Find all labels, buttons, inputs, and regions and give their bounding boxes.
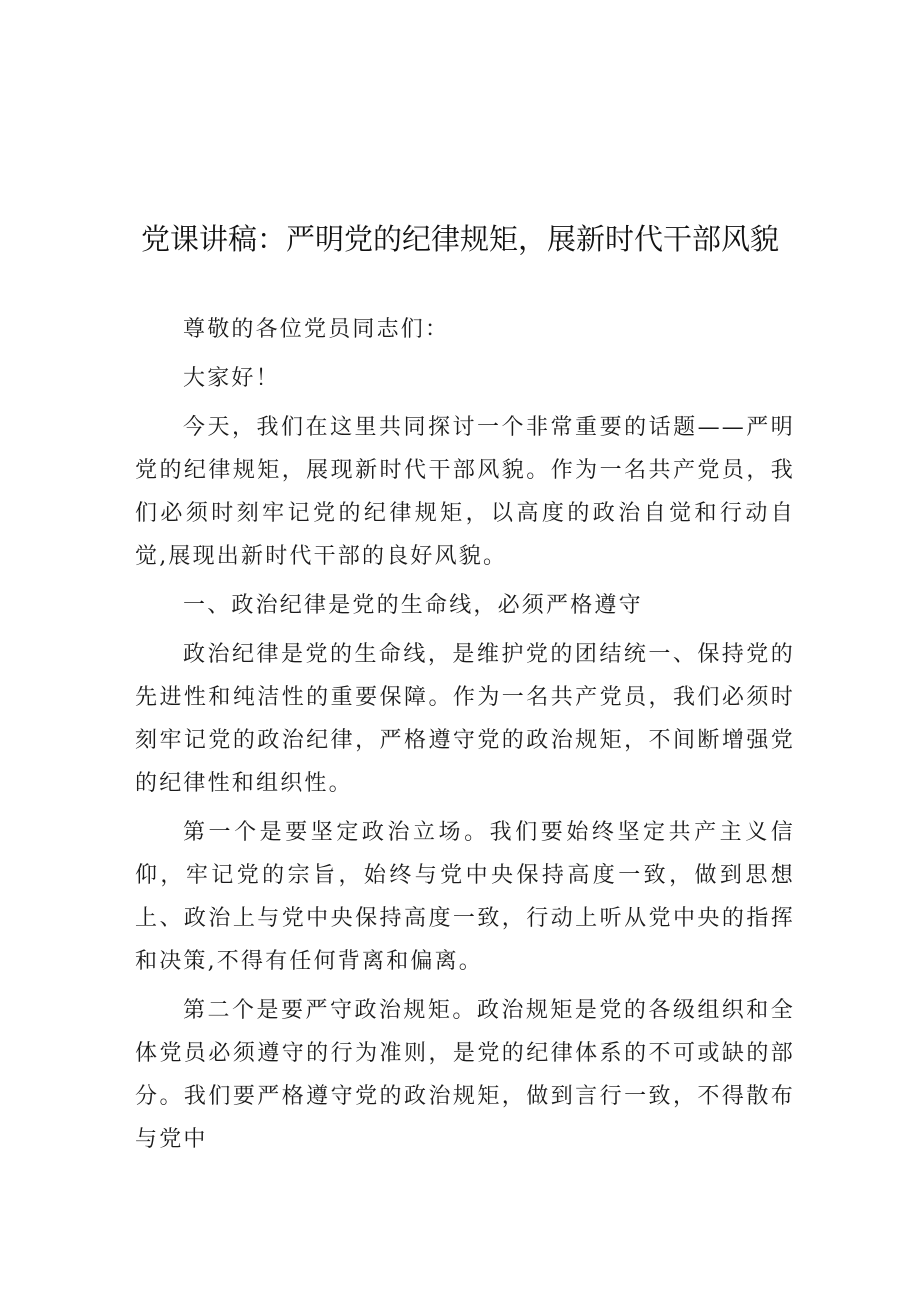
- body-paragraph: 政治纪律是党的生命线，是维护党的团结统一、保持党的先进性和纯洁性的重要保障。作为一名共产党员，我们必须时刻牢记党的政治纪律，严格遵守党的政治规矩，不间断增强党的纪律性和组织性。: [135, 642, 795, 796]
- intro-paragraph: 今天，我们在这里共同探讨一个非常重要的话题——严明党的纪律规矩，展现新时代干部风貌。作为一名共产党员，我们必须时刻牢记党的纪律规矩，以高度的政治自觉和行动自觉,展现出新时代干部的良好风貌。: [135, 415, 795, 569]
- section-heading: 一、政治纪律是党的生命线，必须严格遵守: [183, 593, 643, 618]
- document-title: 党课讲稿：严明党的纪律规矩，展新时代干部风貌: [140, 222, 779, 256]
- body-paragraph: 第一个是要坚定政治立场。我们要始终坚定共产主义信仰，牢记党的宗旨，始终与党中央保持高度一致，做到思想上、政治上与党中央保持高度一致，行动上听从党中央的指挥和决策,不得有任何背离和偏离。: [135, 820, 795, 974]
- document-body: [135, 308, 795, 1167]
- salutation: 尊敬的各位党员同志们：: [183, 317, 450, 342]
- greeting: 大家好！: [183, 366, 280, 391]
- body-paragraph: 第二个是要严守政治规矩。政治规矩是党的各级组织和全体党员必须遵守的行为准则，是党的纪律体系的不可或缺的部分。我们要严格遵守党的政治规矩，做到言行一致，不得散布与党中: [135, 998, 795, 1152]
